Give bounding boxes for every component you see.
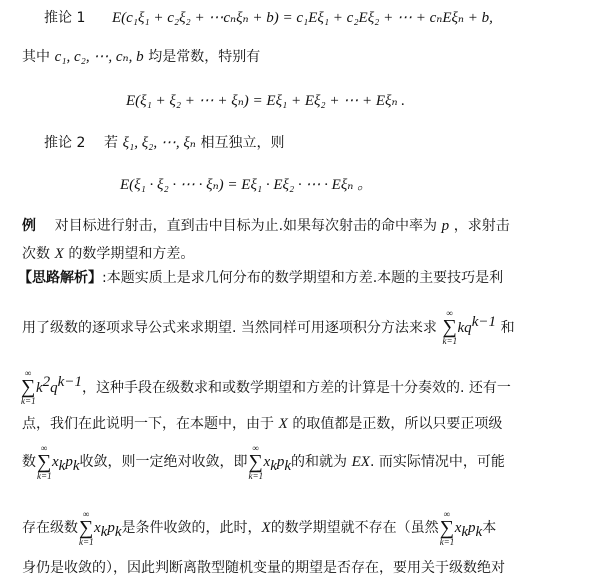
analysis-line-3: ∞ ∑ k=1 $k^2q^{k-1}$，这种手段在级数求和或数学期望和方差的计算是十分奏效的. 还有一	[21, 368, 511, 407]
summation-symbol: ∞ ∑ k=1	[37, 442, 52, 481]
example-text-2: ，求射击	[453, 218, 510, 234]
example-p: p	[441, 218, 450, 234]
example-label: 例	[22, 218, 36, 234]
corollary-2-label: 推论 2	[44, 135, 86, 151]
corollary-2-line	[44, 133, 284, 153]
corollary-1-formula: E(c₁ξ₁ + c₂ξ₂ + ⋯cₙξₙ + b) = c₁Eξ₁ + c₂Eξ₂ + ⋯ + cₙEξₙ + b,	[111, 10, 493, 26]
corollary-1-label: 推论 1	[44, 10, 86, 26]
analysis-text-5: 的取值都是正数，所以只要正项级	[292, 416, 503, 432]
summation-symbol: ∞ ∑ k=1	[79, 508, 94, 547]
sum-expectation-formula-line	[126, 91, 405, 111]
constants-line	[22, 47, 260, 67]
corollary-1-line	[44, 8, 493, 28]
analysis-and: 和	[500, 319, 515, 336]
summation-symbol: ∞ ∑ k=1	[21, 368, 36, 407]
corollary-2-vars: ξ₁, ξ₂, ⋯, ξₙ	[122, 135, 196, 151]
sum-term-q: q	[50, 379, 58, 396]
analysis-text-1: :本题实质上是求几何分布的数学期望和方差.本题的主要技巧是利	[102, 270, 504, 286]
product-expectation-formula: E(ξ₁ · ξ₂ · ⋯ · ξₙ) = Eξ₁ · Eξ₂ · ⋯ · Eξₙ 。	[120, 177, 373, 193]
constants-prefix: 其中	[22, 49, 50, 65]
analysis-line-5: 数 ∞ ∑ k=1 $x_kp_k$收敛，则一定绝对收敛，即 ∞ ∑ k=1 $x_kp_k$的和就为 EX. 而实际情况中，可能	[22, 442, 505, 481]
summation-symbol: ∞ ∑ k=1	[442, 308, 458, 347]
analysis-line-7: 身仍是收敛的），因此判断离散型随机变量的期望是否存在，要用关于级数绝对	[22, 560, 505, 576]
sum-term-k: k	[36, 379, 43, 396]
product-expectation-formula-line	[120, 175, 372, 195]
constants-suffix: 均是常数，特别有	[148, 49, 261, 65]
corollary-2-suffix: 相互独立，则	[200, 135, 285, 151]
example-text-1: 对目标进行射击，直到击中目标为止.如果每次射击的命中率为	[54, 218, 438, 234]
sum-expectation-formula: E(ξ₁ + ξ₂ + ⋯ + ξₙ) = Eξ₁ + Eξ₂ + ⋯ + Eξₙ .	[126, 93, 406, 109]
expectation-EX: EX	[351, 454, 370, 470]
analysis-X-1: X	[278, 416, 288, 432]
analysis-line-2	[22, 302, 515, 348]
example-text-4: 的数学期望和方差。	[68, 246, 195, 262]
analysis-line-1	[18, 268, 503, 288]
example-line-2	[22, 244, 194, 264]
example-X: X	[54, 246, 64, 262]
analysis-bracket-label: 【思路解析】	[18, 270, 102, 286]
summation-symbol: ∞ ∑ k=1	[439, 508, 455, 547]
sum-term-exp: k−1	[471, 314, 496, 330]
constants-vars: c₁, c₂, ⋯, cₙ, b	[54, 49, 144, 65]
summation-symbol: ∞ ∑ k=1	[248, 442, 264, 481]
example-text-3: 次数	[22, 246, 50, 262]
example-line-1	[22, 216, 510, 236]
analysis-text-4: 点，我们在此说明一下，在本题中，由于	[22, 416, 274, 432]
corollary-2-if: 若	[103, 135, 118, 151]
analysis-line-6: 存在级数 ∞ ∑ k=1 $x_kp_k$是条件收敛的，此时，X的数学期望就不存在（虽然 ∞ ∑ k=1 $x_kp_k$本	[22, 508, 497, 547]
analysis-X-2: X	[261, 520, 271, 536]
analysis-text-3: ，这种手段在级数求和或数学期望和方差的计算是十分奏效的. 还有一	[81, 379, 511, 396]
sum-term-kq: kq	[457, 319, 472, 336]
analysis-line-4	[22, 414, 502, 434]
analysis-text-2: 用了级数的逐项求导公式来求期望. 当然同样可用逐项积分方法来求	[22, 319, 437, 336]
